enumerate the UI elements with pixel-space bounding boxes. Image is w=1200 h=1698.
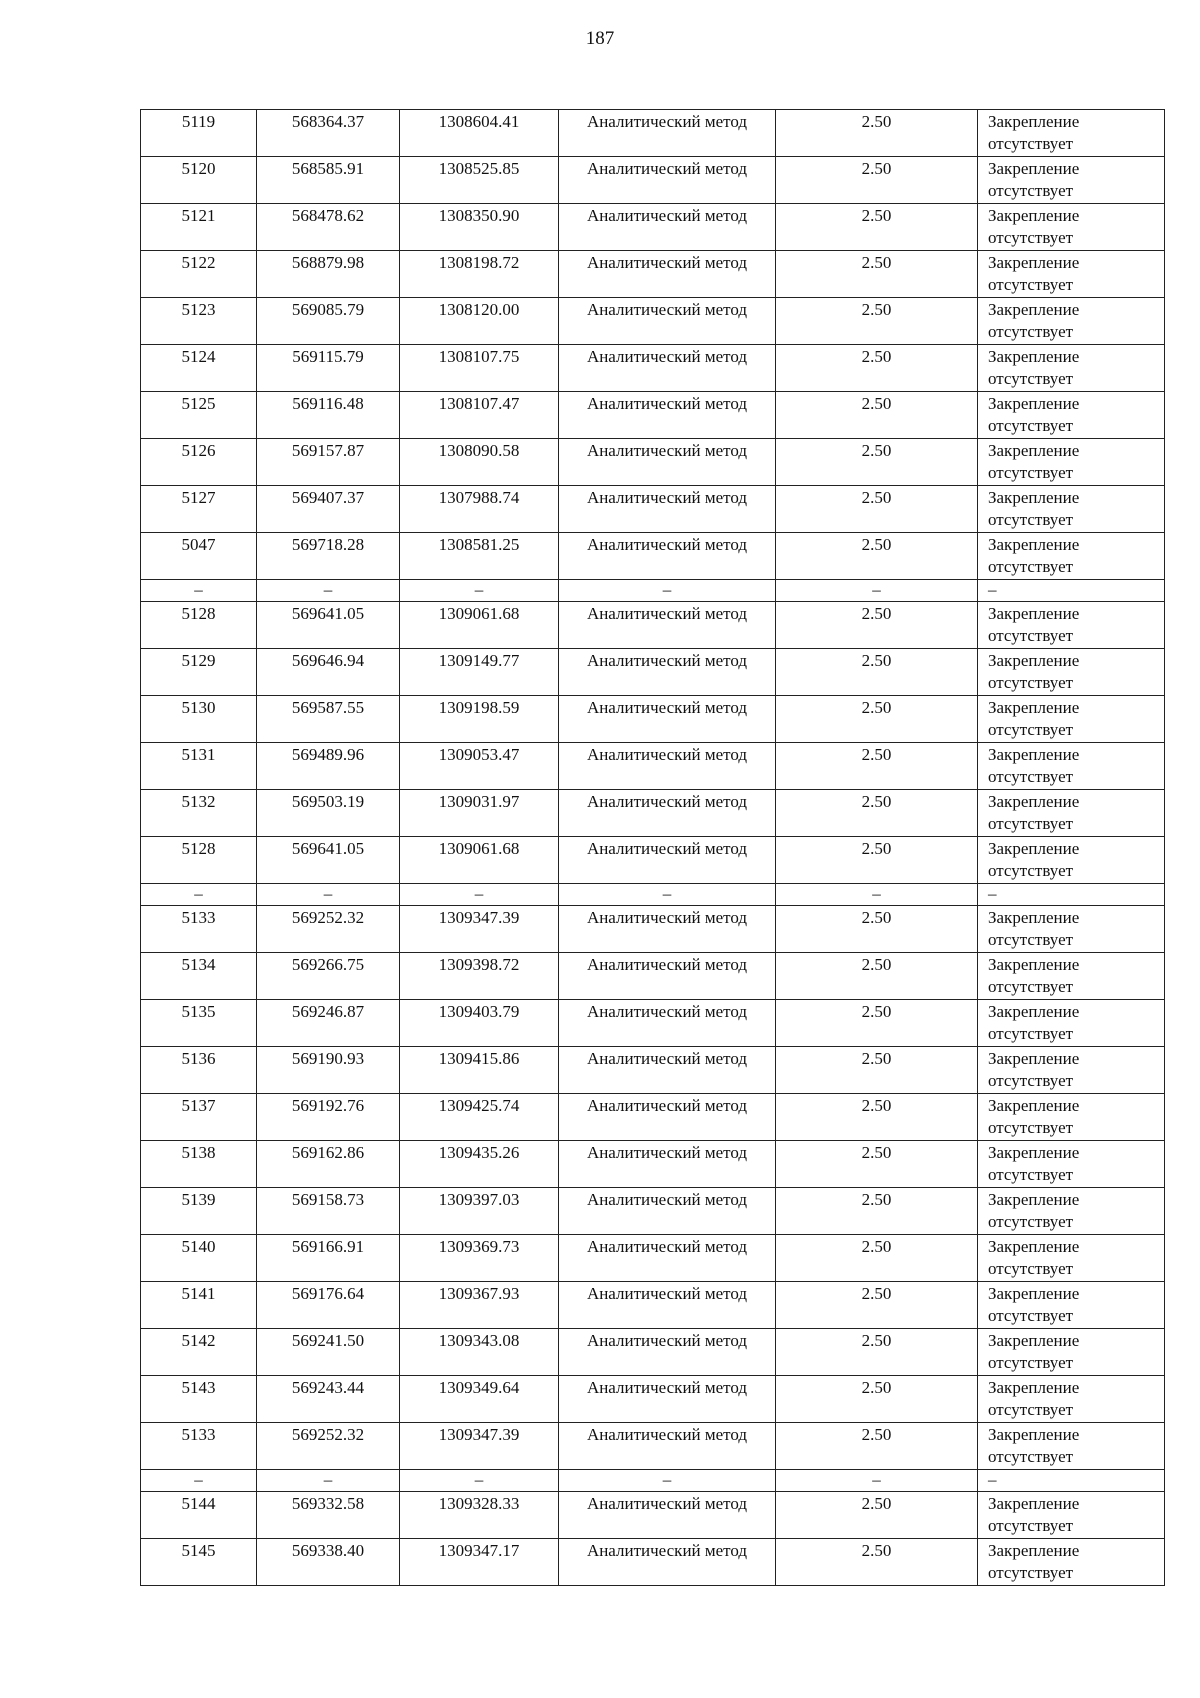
x-coordinate-cell: 569587.55 xyxy=(257,696,400,743)
point-number-cell: 5047 xyxy=(141,533,257,580)
y-coordinate-cell: 1309031.97 xyxy=(400,790,559,837)
x-coordinate-cell: 569162.86 xyxy=(257,1141,400,1188)
table-row xyxy=(141,204,1165,251)
accuracy-cell: – xyxy=(776,1470,978,1492)
point-number-cell: 5143 xyxy=(141,1376,257,1423)
y-coordinate-cell: 1309061.68 xyxy=(400,837,559,884)
accuracy-cell: 2.50 xyxy=(776,1094,978,1141)
y-coordinate-cell: 1309369.73 xyxy=(400,1235,559,1282)
accuracy-cell: 2.50 xyxy=(776,602,978,649)
x-coordinate-cell: 569243.44 xyxy=(257,1376,400,1423)
table-row xyxy=(141,1047,1165,1094)
accuracy-cell: 2.50 xyxy=(776,1047,978,1094)
y-coordinate-cell: 1308120.00 xyxy=(400,298,559,345)
fixing-description-cell: Закрепление отсутствует xyxy=(978,649,1165,696)
y-coordinate-cell: 1309061.68 xyxy=(400,602,559,649)
table-row xyxy=(141,1141,1165,1188)
point-number-cell: 5134 xyxy=(141,953,257,1000)
table-row xyxy=(141,439,1165,486)
x-coordinate-cell: – xyxy=(257,580,400,602)
table-row xyxy=(141,251,1165,298)
accuracy-cell: 2.50 xyxy=(776,790,978,837)
x-coordinate-cell: 569266.75 xyxy=(257,953,400,1000)
separator-row xyxy=(141,580,1165,602)
x-coordinate-cell: 569166.91 xyxy=(257,1235,400,1282)
fixing-description-cell: Закрепление отсутствует xyxy=(978,743,1165,790)
table-row xyxy=(141,602,1165,649)
accuracy-cell: 2.50 xyxy=(776,1000,978,1047)
table-row xyxy=(141,696,1165,743)
x-coordinate-cell: 569176.64 xyxy=(257,1282,400,1329)
y-coordinate-cell: 1309198.59 xyxy=(400,696,559,743)
point-number-cell: 5140 xyxy=(141,1235,257,1282)
method-cell: Аналитический метод xyxy=(559,906,776,953)
table-row xyxy=(141,1423,1165,1470)
separator-row xyxy=(141,1470,1165,1492)
x-coordinate-cell: 569641.05 xyxy=(257,837,400,884)
x-coordinate-cell: 569157.87 xyxy=(257,439,400,486)
method-cell: Аналитический метод xyxy=(559,439,776,486)
table-row xyxy=(141,1188,1165,1235)
accuracy-cell: – xyxy=(776,580,978,602)
y-coordinate-cell: 1309149.77 xyxy=(400,649,559,696)
point-number-cell: 5141 xyxy=(141,1282,257,1329)
point-number-cell: 5129 xyxy=(141,649,257,696)
fixing-description-cell: Закрепление отсутствует xyxy=(978,392,1165,439)
point-number-cell: – xyxy=(141,884,257,906)
accuracy-cell: 2.50 xyxy=(776,1492,978,1539)
page-number: 187 xyxy=(585,28,615,49)
x-coordinate-cell: 568364.37 xyxy=(257,110,400,157)
fixing-description-cell: Закрепление отсутствует xyxy=(978,298,1165,345)
method-cell: Аналитический метод xyxy=(559,251,776,298)
method-cell: Аналитический метод xyxy=(559,1235,776,1282)
point-number-cell: 5127 xyxy=(141,486,257,533)
table-row xyxy=(141,837,1165,884)
y-coordinate-cell: 1308107.75 xyxy=(400,345,559,392)
table-row xyxy=(141,1376,1165,1423)
method-cell: Аналитический метод xyxy=(559,1188,776,1235)
fixing-description-cell: Закрепление отсутствует xyxy=(978,110,1165,157)
method-cell: Аналитический метод xyxy=(559,486,776,533)
method-cell: Аналитический метод xyxy=(559,696,776,743)
method-cell: Аналитический метод xyxy=(559,743,776,790)
fixing-description-cell: Закрепление отсутствует xyxy=(978,696,1165,743)
method-cell: Аналитический метод xyxy=(559,1094,776,1141)
y-coordinate-cell: 1309347.39 xyxy=(400,1423,559,1470)
fixing-description-cell: Закрепление отсутствует xyxy=(978,1047,1165,1094)
x-coordinate-cell: 569246.87 xyxy=(257,1000,400,1047)
y-coordinate-cell: 1308525.85 xyxy=(400,157,559,204)
table-row xyxy=(141,533,1165,580)
method-cell: Аналитический метод xyxy=(559,602,776,649)
x-coordinate-cell: 568478.62 xyxy=(257,204,400,251)
y-coordinate-cell: 1309343.08 xyxy=(400,1329,559,1376)
point-number-cell: 5124 xyxy=(141,345,257,392)
fixing-description-cell: Закрепление отсутствует xyxy=(978,1539,1165,1586)
fixing-description-cell: Закрепление отсутствует xyxy=(978,1282,1165,1329)
point-number-cell: 5133 xyxy=(141,1423,257,1470)
point-number-cell: 5128 xyxy=(141,837,257,884)
x-coordinate-cell: 569085.79 xyxy=(257,298,400,345)
y-coordinate-cell: 1309349.64 xyxy=(400,1376,559,1423)
point-number-cell: 5131 xyxy=(141,743,257,790)
x-coordinate-cell: 569646.94 xyxy=(257,649,400,696)
coordinates-table-body xyxy=(141,110,1165,1586)
method-cell: Аналитический метод xyxy=(559,1047,776,1094)
y-coordinate-cell: 1308604.41 xyxy=(400,110,559,157)
accuracy-cell: 2.50 xyxy=(776,649,978,696)
point-number-cell: 5121 xyxy=(141,204,257,251)
y-coordinate-cell: 1308107.47 xyxy=(400,392,559,439)
point-number-cell: 5138 xyxy=(141,1141,257,1188)
accuracy-cell: – xyxy=(776,884,978,906)
point-number-cell: 5120 xyxy=(141,157,257,204)
x-coordinate-cell: – xyxy=(257,884,400,906)
accuracy-cell: 2.50 xyxy=(776,251,978,298)
x-coordinate-cell: 568585.91 xyxy=(257,157,400,204)
table-row xyxy=(141,298,1165,345)
fixing-description-cell: Закрепление отсутствует xyxy=(978,1376,1165,1423)
y-coordinate-cell: 1308198.72 xyxy=(400,251,559,298)
accuracy-cell: 2.50 xyxy=(776,696,978,743)
method-cell: Аналитический метод xyxy=(559,1282,776,1329)
x-coordinate-cell: 569116.48 xyxy=(257,392,400,439)
coordinates-table xyxy=(140,109,1165,1586)
x-coordinate-cell: 569252.32 xyxy=(257,1423,400,1470)
method-cell: Аналитический метод xyxy=(559,1329,776,1376)
x-coordinate-cell: 569241.50 xyxy=(257,1329,400,1376)
fixing-description-cell: Закрепление отсутствует xyxy=(978,1094,1165,1141)
table-row xyxy=(141,345,1165,392)
table-row xyxy=(141,1094,1165,1141)
table-row xyxy=(141,1000,1165,1047)
method-cell: – xyxy=(559,884,776,906)
table-row xyxy=(141,157,1165,204)
fixing-description-cell: Закрепление отсутствует xyxy=(978,1188,1165,1235)
y-coordinate-cell: 1309398.72 xyxy=(400,953,559,1000)
fixing-description-cell: Закрепление отсутствует xyxy=(978,790,1165,837)
y-coordinate-cell: 1309403.79 xyxy=(400,1000,559,1047)
accuracy-cell: 2.50 xyxy=(776,837,978,884)
method-cell: – xyxy=(559,580,776,602)
method-cell: Аналитический метод xyxy=(559,953,776,1000)
accuracy-cell: 2.50 xyxy=(776,1141,978,1188)
point-number-cell: 5130 xyxy=(141,696,257,743)
x-coordinate-cell: 569718.28 xyxy=(257,533,400,580)
point-number-cell: – xyxy=(141,580,257,602)
method-cell: Аналитический метод xyxy=(559,533,776,580)
y-coordinate-cell: 1309435.26 xyxy=(400,1141,559,1188)
point-number-cell: 5135 xyxy=(141,1000,257,1047)
x-coordinate-cell: 569338.40 xyxy=(257,1539,400,1586)
table-row xyxy=(141,486,1165,533)
point-number-cell: 5125 xyxy=(141,392,257,439)
y-coordinate-cell: 1309347.17 xyxy=(400,1539,559,1586)
fixing-description-cell: Закрепление отсутствует xyxy=(978,345,1165,392)
fixing-description-cell: Закрепление отсутствует xyxy=(978,533,1165,580)
x-coordinate-cell: 569192.76 xyxy=(257,1094,400,1141)
fixing-description-cell: – xyxy=(978,580,1165,602)
accuracy-cell: 2.50 xyxy=(776,298,978,345)
point-number-cell: 5123 xyxy=(141,298,257,345)
table-row xyxy=(141,1492,1165,1539)
y-coordinate-cell: – xyxy=(400,884,559,906)
fixing-description-cell: Закрепление отсутствует xyxy=(978,906,1165,953)
y-coordinate-cell: 1308090.58 xyxy=(400,439,559,486)
x-coordinate-cell: 569407.37 xyxy=(257,486,400,533)
y-coordinate-cell: 1308581.25 xyxy=(400,533,559,580)
accuracy-cell: 2.50 xyxy=(776,953,978,1000)
method-cell: Аналитический метод xyxy=(559,157,776,204)
point-number-cell: 5122 xyxy=(141,251,257,298)
x-coordinate-cell: 569332.58 xyxy=(257,1492,400,1539)
y-coordinate-cell: 1309053.47 xyxy=(400,743,559,790)
y-coordinate-cell: 1307988.74 xyxy=(400,486,559,533)
fixing-description-cell: Закрепление отсутствует xyxy=(978,1423,1165,1470)
fixing-description-cell: Закрепление отсутствует xyxy=(978,251,1165,298)
x-coordinate-cell: 569115.79 xyxy=(257,345,400,392)
x-coordinate-cell: 568879.98 xyxy=(257,251,400,298)
separator-row xyxy=(141,884,1165,906)
accuracy-cell: 2.50 xyxy=(776,1235,978,1282)
fixing-description-cell: Закрепление отсутствует xyxy=(978,837,1165,884)
point-number-cell: 5142 xyxy=(141,1329,257,1376)
accuracy-cell: 2.50 xyxy=(776,1329,978,1376)
accuracy-cell: 2.50 xyxy=(776,110,978,157)
point-number-cell: 5145 xyxy=(141,1539,257,1586)
fixing-description-cell: Закрепление отсутствует xyxy=(978,486,1165,533)
fixing-description-cell: Закрепление отсутствует xyxy=(978,439,1165,486)
table-row xyxy=(141,743,1165,790)
fixing-description-cell: Закрепление отсутствует xyxy=(978,1141,1165,1188)
point-number-cell: 5126 xyxy=(141,439,257,486)
fixing-description-cell: Закрепление отсутствует xyxy=(978,953,1165,1000)
method-cell: Аналитический метод xyxy=(559,204,776,251)
method-cell: Аналитический метод xyxy=(559,1492,776,1539)
accuracy-cell: 2.50 xyxy=(776,345,978,392)
y-coordinate-cell: 1309425.74 xyxy=(400,1094,559,1141)
point-number-cell: 5132 xyxy=(141,790,257,837)
table-row xyxy=(141,1539,1165,1586)
table-row xyxy=(141,790,1165,837)
table-row xyxy=(141,1235,1165,1282)
accuracy-cell: 2.50 xyxy=(776,1539,978,1586)
y-coordinate-cell: – xyxy=(400,580,559,602)
accuracy-cell: 2.50 xyxy=(776,1423,978,1470)
accuracy-cell: 2.50 xyxy=(776,392,978,439)
accuracy-cell: 2.50 xyxy=(776,743,978,790)
point-number-cell: 5128 xyxy=(141,602,257,649)
table-row xyxy=(141,953,1165,1000)
point-number-cell: 5144 xyxy=(141,1492,257,1539)
accuracy-cell: 2.50 xyxy=(776,533,978,580)
accuracy-cell: 2.50 xyxy=(776,1188,978,1235)
point-number-cell: 5137 xyxy=(141,1094,257,1141)
x-coordinate-cell: 569252.32 xyxy=(257,906,400,953)
table-row xyxy=(141,110,1165,157)
accuracy-cell: 2.50 xyxy=(776,486,978,533)
fixing-description-cell: – xyxy=(978,1470,1165,1492)
fixing-description-cell: Закрепление отсутствует xyxy=(978,1329,1165,1376)
fixing-description-cell: Закрепление отсутствует xyxy=(978,1000,1165,1047)
method-cell: Аналитический метод xyxy=(559,1141,776,1188)
fixing-description-cell: Закрепление отсутствует xyxy=(978,1235,1165,1282)
method-cell: Аналитический метод xyxy=(559,345,776,392)
x-coordinate-cell: – xyxy=(257,1470,400,1492)
accuracy-cell: 2.50 xyxy=(776,1282,978,1329)
method-cell: Аналитический метод xyxy=(559,1376,776,1423)
method-cell: Аналитический метод xyxy=(559,837,776,884)
method-cell: Аналитический метод xyxy=(559,392,776,439)
point-number-cell: 5119 xyxy=(141,110,257,157)
y-coordinate-cell: 1309367.93 xyxy=(400,1282,559,1329)
x-coordinate-cell: 569489.96 xyxy=(257,743,400,790)
fixing-description-cell: Закрепление отсутствует xyxy=(978,602,1165,649)
x-coordinate-cell: 569158.73 xyxy=(257,1188,400,1235)
method-cell: Аналитический метод xyxy=(559,298,776,345)
point-number-cell: 5136 xyxy=(141,1047,257,1094)
method-cell: Аналитический метод xyxy=(559,110,776,157)
fixing-description-cell: Закрепление отсутствует xyxy=(978,204,1165,251)
fixing-description-cell: Закрепление отсутствует xyxy=(978,1492,1165,1539)
table-row xyxy=(141,906,1165,953)
y-coordinate-cell: 1308350.90 xyxy=(400,204,559,251)
y-coordinate-cell: 1309347.39 xyxy=(400,906,559,953)
method-cell: Аналитический метод xyxy=(559,1423,776,1470)
accuracy-cell: 2.50 xyxy=(776,1376,978,1423)
point-number-cell: 5133 xyxy=(141,906,257,953)
x-coordinate-cell: 569641.05 xyxy=(257,602,400,649)
method-cell: Аналитический метод xyxy=(559,790,776,837)
accuracy-cell: 2.50 xyxy=(776,439,978,486)
accuracy-cell: 2.50 xyxy=(776,204,978,251)
y-coordinate-cell: – xyxy=(400,1470,559,1492)
table-row xyxy=(141,649,1165,696)
method-cell: Аналитический метод xyxy=(559,649,776,696)
point-number-cell: 5139 xyxy=(141,1188,257,1235)
accuracy-cell: 2.50 xyxy=(776,906,978,953)
point-number-cell: – xyxy=(141,1470,257,1492)
x-coordinate-cell: 569190.93 xyxy=(257,1047,400,1094)
method-cell: Аналитический метод xyxy=(559,1000,776,1047)
accuracy-cell: 2.50 xyxy=(776,157,978,204)
y-coordinate-cell: 1309397.03 xyxy=(400,1188,559,1235)
fixing-description-cell: – xyxy=(978,884,1165,906)
table-row xyxy=(141,392,1165,439)
y-coordinate-cell: 1309415.86 xyxy=(400,1047,559,1094)
table-row xyxy=(141,1329,1165,1376)
y-coordinate-cell: 1309328.33 xyxy=(400,1492,559,1539)
x-coordinate-cell: 569503.19 xyxy=(257,790,400,837)
method-cell: Аналитический метод xyxy=(559,1539,776,1586)
method-cell: – xyxy=(559,1470,776,1492)
fixing-description-cell: Закрепление отсутствует xyxy=(978,157,1165,204)
table-row xyxy=(141,1282,1165,1329)
